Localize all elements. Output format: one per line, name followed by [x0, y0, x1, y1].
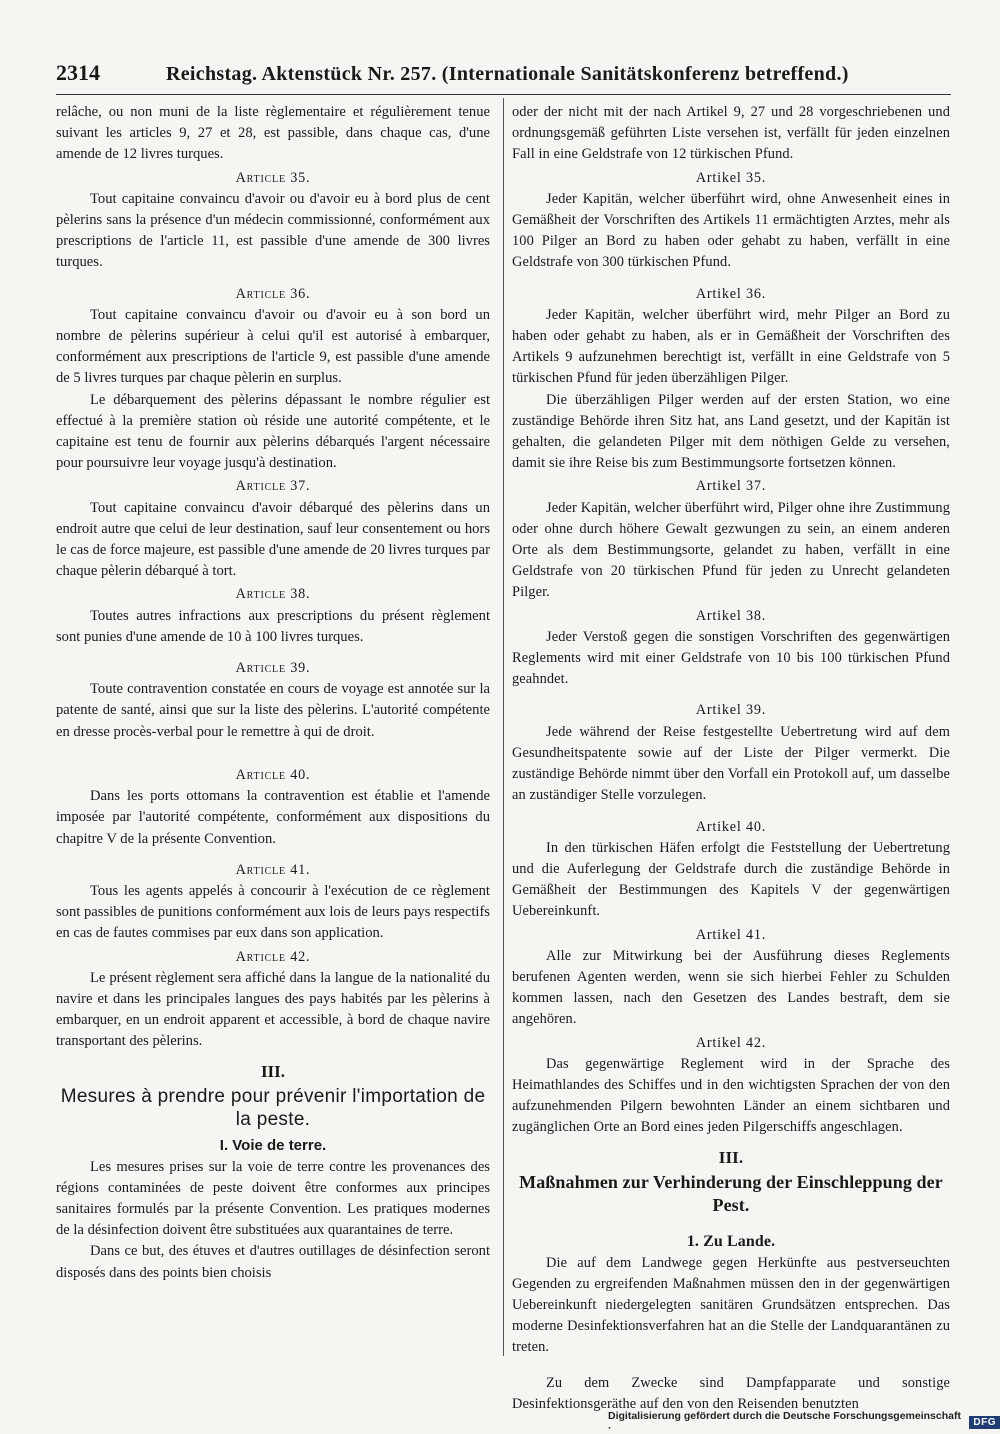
article-heading: Article 41.	[235, 861, 311, 878]
paragraph: Zu dem Zwecke sind Dampfapparate und sonstige Desinfektionsgeräthe auf den von den Reisenden benutzten	[512, 1374, 950, 1412]
paragraph: Das gegenwärtige Reglement wird in der Sprache des Heimathlandes des Schiffes und in den wichtigsten Sprachen der von den aufzunehmenden Pilgern bewohnten Länder an einem sichtbaren und zugänglichen Orte an Bord eines jeden Pilgerschiffs angeschlagen.	[512, 1055, 950, 1136]
paragraph: Toute contravention constatée en cours de voyage est annotée sur la patente de santé, ainsi que sur la liste des pèlerins. L'autorité compétente en dresse procès-verbal pour le remettre à qui de droit.	[56, 681, 490, 740]
paragraph: Jede während der Reise festgestellte Uebertretung wird auf dem Gesundheitspatente sowie auf der Liste der Pilger vermerkt. Die zuständige Behörde nimmt über den Vorfall ein Protokoll auf, um dasselbe an zuständiger Stelle vorzulegen.	[512, 723, 950, 804]
paragraph: Tous les agents appelés à concourir à l'exécution de ce règlement sont passibles de punitions conformément aux lois de leurs pays respectifs en cas de fautes commises par eux dans son application.	[56, 882, 490, 942]
paragraph: Jeder Kapitän, welcher überführt wird, Pilger ohne ihre Zustimmung oder ohne durch höhere Gewalt gezwungen zu sein, an einem anderen Orte als dem Bestimmungsorte, gelandet zu haben, verfällt in eine Geldstrafe von 20 türkischen Pfund für jeden zu Unrecht gelandeten Pilger.	[512, 499, 950, 601]
subsection-title: 1. Zu Lande.	[686, 1232, 776, 1250]
paragraph: Die überzähligen Pilger werden auf der ersten Station, wo eine zuständige Behörde ihren Sitz hat, ans Land gesetzt, und der Kapitän ist gehalten, die gelandeten Pilger mit dem nöthigen Gelde zu versehen, damit sie ihre Reise bis zum Bestimmungsorte fortsetzen können.	[512, 391, 950, 472]
article-heading: Article 36.	[235, 285, 311, 302]
column-divider	[503, 98, 504, 1356]
article-heading: Artikel 36.	[695, 285, 767, 302]
article-heading: Article 37.	[235, 478, 311, 495]
article-heading: Artikel 38.	[695, 607, 767, 624]
paragraph: oder der nicht mit der nach Artikel 9, 27 und 28 vorgeschriebenen und ordnungsgemäß geführten Liste versehen ist, verfällt für jeden einzelnen Fall in eine Geldstrafe von 12 türkischen Pfund.	[512, 104, 950, 163]
article-heading: Article 38.	[235, 586, 311, 603]
paragraph: Le débarquement des pèlerins dépassant le nombre régulier est effectué à la première station où réside une autorité compétente, et le capitaine est tenu de fournir aux pèlerins débarqués l'argent nécessaire pour poursuivre leur voyage jusqu'à destination.	[56, 391, 490, 472]
paragraph: Le présent règlement sera affiché dans la langue de la nationalité du navire et dans les principales langues des pays habités par les pèlerins à embarquer, en un endroit apparent et accessible, à bord de chaque navire transportant des pèlerins.	[56, 969, 490, 1050]
german-column	[512, 102, 950, 1412]
paragraph: Dans ce but, des étuves et d'autres outillages de désinfection seront disposés dans des points bien choisis	[56, 1243, 490, 1281]
header-rule	[56, 94, 951, 95]
paragraph: Tout capitaine convaincu d'avoir ou d'avoir eu à bord plus de cent pèlerins sans la présence d'un médecin commissionné, conformément aux prescriptions de l'article 11, est passible d'une amende de 300 livres turques.	[56, 190, 490, 271]
section-title: Maßnahmen zur Verhinderung der Einschleppung der Pest.	[519, 1171, 943, 1215]
paragraph: Jeder Kapitän, welcher überführt wird, mehr Pilger an Bord zu haben oder gehabt zu haben, als er in Gemäßheit der Vorschriften des Artikels 9 aufzunehmen berechtigt ist, verfällt in eine Geldstrafe von 5 türkischen Pfund für jeden überzähligen Pilger.	[512, 306, 950, 387]
section-number: III.	[718, 1147, 744, 1167]
article-heading: Article 35.	[235, 169, 311, 186]
spacer	[512, 1359, 950, 1373]
article-heading: Article 42.	[235, 948, 311, 965]
article-heading: Artikel 42.	[695, 1034, 767, 1051]
footer-text: Digitalisierung gefördert durch die Deutsche Forschungsgemeinschaft ·	[608, 1410, 961, 1434]
article-heading: Article 40.	[235, 766, 311, 783]
page-number: 2314	[56, 60, 100, 85]
article-heading: Article 39.	[235, 660, 311, 677]
article-heading: Artikel 35.	[695, 169, 767, 186]
paragraph: In den türkischen Häfen erfolgt die Feststellung der Uebertretung und die Auferlegung der Geldstrafe durch die zuständige Behörde in Gemäßheit der Bestimmungen des Kapitels V der gegenwärtigen Uebereinkunft.	[512, 839, 950, 920]
article-heading: Artikel 40.	[695, 818, 767, 835]
section-title: Mesures à prendre pour prévenir l'importation de la peste.	[60, 1085, 486, 1130]
paragraph: relâche, ou non muni de la liste règlementaire et régulièrement tenue suivant les articles 9, 27 et 28, est passible, dans chaque cas, d'une amende de 12 livres turques.	[56, 104, 490, 163]
page-header	[56, 60, 951, 86]
french-column	[56, 102, 490, 1362]
digitization-credit	[608, 1410, 1000, 1434]
article-heading: Artikel 41.	[695, 926, 767, 943]
running-title: Reichstag. Aktenstück Nr. 257. (Internationale Sanitätskonferenz betreffend.)	[166, 63, 849, 85]
paragraph: Toutes autres infractions aux prescriptions du présent règlement sont punies d'une amende de 10 à 100 livres turques.	[56, 607, 490, 645]
article-heading: Artikel 39.	[695, 702, 767, 719]
paragraph: Die auf dem Landwege gegen Herkünfte aus pestverseuchten Gegenden zu ergreifenden Maßnahmen müssen den in der gegenwärtigen Uebereinkunft niedergelegten sanitären Grundsätzen entsprechen. Das moderne Desinfektionsverfahren hat an die Stelle der Landquarantänen zu treten.	[512, 1254, 950, 1356]
article-heading: Artikel 37.	[695, 478, 767, 495]
subsection-title: I. Voie de terre.	[219, 1136, 327, 1154]
section-number: III.	[260, 1061, 286, 1081]
paragraph: Jeder Kapitän, welcher überführt wird, ohne Anwesenheit eines in Gemäßheit der Vorschriften des Artikels 11 ermächtigten Arztes, mehr als 100 Pilger an Bord zu haben oder gehabt zu haben, verfällt in eine Geldstrafe von 300 türkischen Pfund.	[512, 190, 950, 271]
paragraph: Alle zur Mitwirkung bei der Ausführung dieses Reglements berufenen Agenten werden, wenn sie sich hierbei Fehler zu Schulden kommen lassen, nach den Gesetzen des Landes bestraft, dem sie angehören.	[512, 947, 950, 1028]
paragraph: Les mesures prises sur la voie de terre contre les provenances des régions contaminées de peste doivent être conformes aux principes sanitaires formulés par la présente Convention. Les pratiques modernes de la désinfection doivent être substituées aux quarantaines de terre.	[56, 1158, 490, 1239]
paragraph: Tout capitaine convaincu d'avoir débarqué des pèlerins dans un endroit autre que celui de leur destination, sauf leur consentement ou hors le cas de force majeure, est passible d'une amende de 20 livres turques par chaque pèlerin débarqué à tort.	[56, 499, 490, 580]
paragraph: Jeder Verstoß gegen die sonstigen Vorschriften des gegenwärtigen Reglements wird mit einer Geldstrafe von 10 bis 100 türkischen Pfund geahndet.	[512, 628, 950, 688]
paragraph: Tout capitaine convaincu d'avoir ou d'avoir eu à son bord un nombre de pèlerins supérieur à celui qu'il est autorisé à embarquer, conformément aux prescriptions de l'article 9, est passible d'une amende de 5 livres turques par chaque pèlerin en surplus.	[56, 306, 490, 387]
dfg-logo: DFG	[969, 1416, 1000, 1429]
paragraph: Dans les ports ottomans la contravention est établie et l'amende imposée par l'autorité compétente, conformément aux dispositions du chapitre V de la présente Convention.	[56, 788, 490, 847]
